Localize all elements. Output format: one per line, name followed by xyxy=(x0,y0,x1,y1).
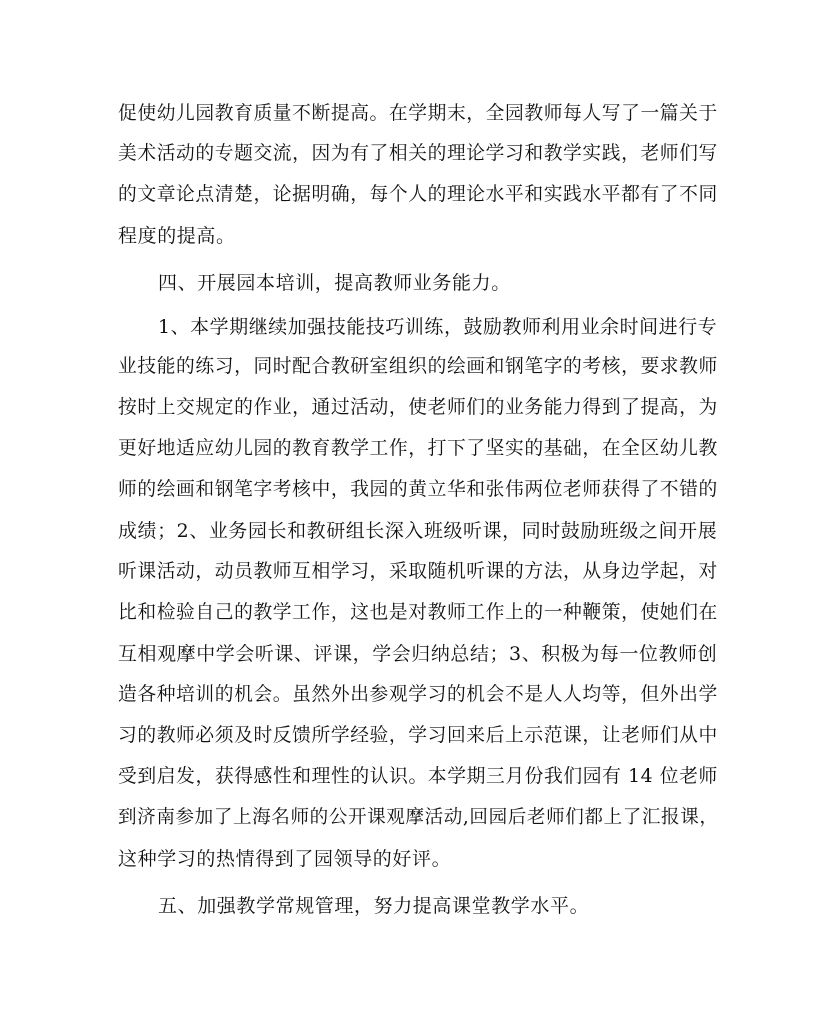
text-line: 比和检验自己的教学工作，这也是对教师工作上的一种鞭策，使她们在 xyxy=(118,602,718,623)
text-line: 受到启发，获得感性和理性的认识。本学期三月份我们园有 14 位老师 xyxy=(118,766,718,787)
section-heading-5: 五、加强教学常规管理，努力提高课堂教学水平。 xyxy=(158,895,590,917)
text-line: 的文章论点清楚，论据明确，每个人的理论水平和实践水平都有了不同 xyxy=(118,184,718,205)
text-line: 互相观摩中学会听课、评课，学会归纳总结；3、积极为每一位教师创 xyxy=(118,643,718,665)
text-line: 师的绘画和钢笔字考核中，我园的黄立华和张伟两位老师获得了不错的 xyxy=(118,479,718,500)
text-line: 成绩；2、业务园长和教研组长深入班级听课，同时鼓励班级之间开展 xyxy=(118,520,718,542)
text-line: 更好地适应幼儿园的教育教学工作，打下了坚实的基础，在全区幼儿教 xyxy=(118,438,718,459)
text-line: 1、本学期继续加强技能技巧训练，鼓励教师利用业余时间进行专 xyxy=(158,316,718,338)
text-line: 造各种培训的机会。虽然外出参观学习的机会不是人人均等，但外出学 xyxy=(118,684,718,705)
text-line: 这种学习的热情得到了园领导的好评。 xyxy=(118,848,452,870)
text-line: 促使幼儿园教育质量不断提高。在学期末，全园教师每人写了一篇关于 xyxy=(118,103,718,124)
section-heading-4: 四、开展园本培训，提高教师业务能力。 xyxy=(158,272,511,294)
text-line: 业技能的练习，同时配合教研室组织的绘画和钢笔字的考核，要求教师 xyxy=(118,356,718,377)
text-line: 听课活动，动员教师互相学习，采取随机听课的方法，从身边学起，对 xyxy=(118,561,718,582)
text-line: 到济南参加了上海名师的公开课观摩活动,回园后老师们都上了汇报课， xyxy=(118,807,719,828)
text-line: 程度的提高。 xyxy=(118,225,236,247)
text-line: 习的教师必须及时反馈所学经验，学习回来后上示范课，让老师们从中 xyxy=(118,725,718,746)
text-line: 美术活动的专题交流，因为有了相关的理论学习和教学实践，老师们写 xyxy=(118,143,718,164)
text-line: 按时上交规定的作业，通过活动，使老师们的业务能力得到了提高，为 xyxy=(118,397,718,418)
